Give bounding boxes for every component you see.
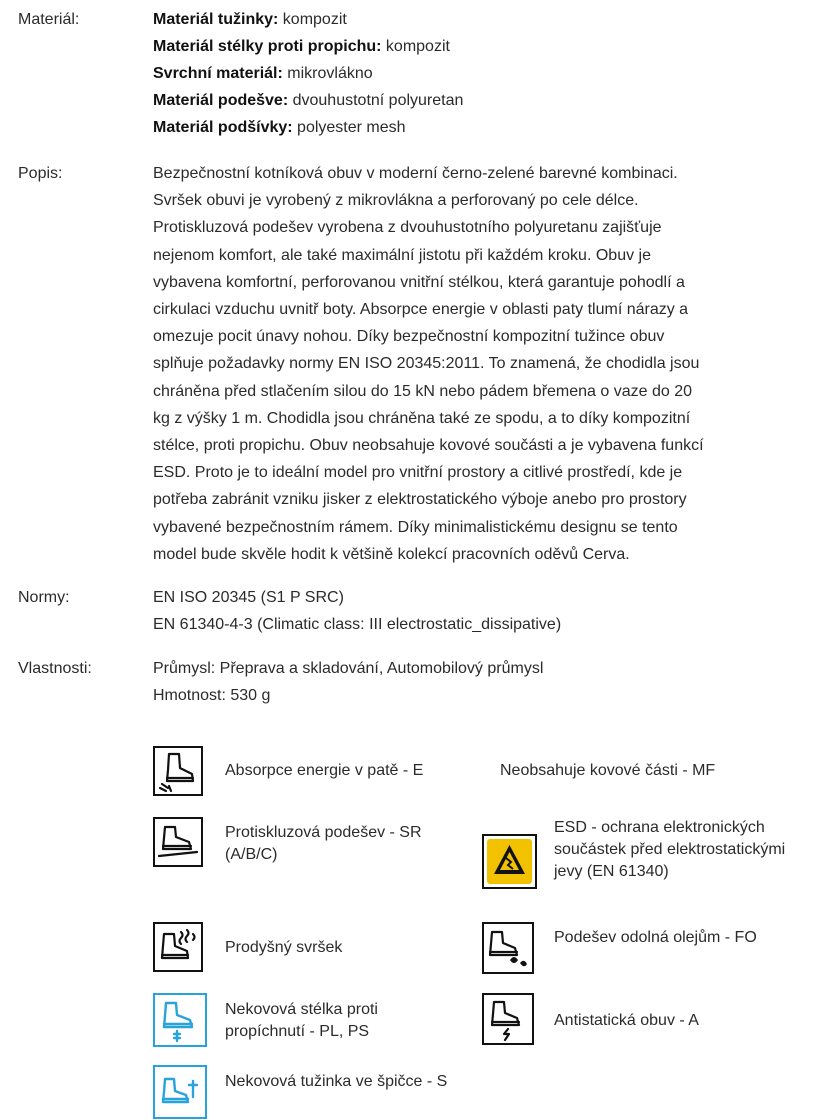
- description-label: Popis:: [18, 165, 63, 182]
- feature-label: Neobsahuje kovové části - MF: [500, 762, 716, 779]
- feature-label: ESD - ochrana elektronických součástek před elektrostatickými jevy (EN 61340): [554, 819, 786, 880]
- description-line: splňuje požadavky normy EN ISO 20345:2011. To znamená, že chodidla jsou: [153, 355, 700, 373]
- properties-values: [153, 655, 773, 709]
- norm-item: EN ISO 20345 (S1 P SRC): [153, 589, 344, 606]
- description-line: cirkulaci vzduchu uvnitř boty. Absorpce energie v oblasti paty tlumí nárazy a: [153, 301, 689, 319]
- norms-values: [153, 584, 773, 638]
- material-label: Materiál:: [18, 11, 80, 28]
- description-line: potřeba zabránit vzniku jisker z elektrostatického výboje anebo pro prostory: [153, 491, 687, 509]
- norm-item: EN 61340-4-3 (Climatic class: III electrostatic_dissipative): [153, 616, 562, 633]
- description-line: Protiskluzová podešev vyrobena z dvouhustotního polyuretanu zajišťuje: [153, 219, 662, 237]
- description-text: [153, 160, 773, 568]
- feature-label: Protiskluzová podešev - SR (A/B/C): [225, 824, 422, 863]
- slip-resistant-sole-icon: [153, 817, 203, 867]
- heel-energy-absorption-icon: [153, 746, 203, 796]
- description-line: chráněna před stlačením silou do 15 kN nebo pádem břemena o vaze do 20: [153, 382, 693, 400]
- description-line: Bezpečnostní kotníková obuv v moderní černo-zelené barevné kombinaci.: [153, 165, 678, 182]
- material-item: Materiál podešve: dvouhustotní polyuretan: [153, 92, 464, 109]
- oil-resistant-sole-icon: [482, 922, 534, 974]
- description-line: stélce, proti propichu. Obuv neobsahuje kovové součásti a je vybavena funkcí: [153, 437, 704, 455]
- description-line: Svršek obuvi je vyrobený z mikrovlákna a perforovaný po cele délce.: [153, 192, 639, 210]
- norms-label: Normy:: [18, 589, 70, 606]
- non-metal-insole-icon: [153, 993, 207, 1047]
- material-item: Materiál tužinky: kompozit: [153, 11, 347, 28]
- breathable-upper-icon: [153, 922, 203, 972]
- material-item: Materiál stélky proti propichu: kompozit: [153, 38, 450, 55]
- non-metal-toecap-icon: [153, 1065, 207, 1119]
- feature-label: Prodyšný svršek: [225, 939, 343, 956]
- material-values: [153, 6, 773, 141]
- feature-label: Absorpce energie v patě - E: [225, 762, 424, 779]
- description-line: nejenom komfort, ale také maximální jistotu při každém kroku. Obuv je: [153, 246, 651, 264]
- feature-label: Podešev odolná olejům - FO: [554, 929, 757, 946]
- description-line: vybavena komfortní, perforovanou vnitřní stélkou, která garantuje pohodlí a: [153, 273, 685, 291]
- antistatic-shoe-icon: [482, 993, 534, 1045]
- description-line: kg z výšky 1 m. Chodidla jsou chráněna také ze spodu, a to díky kompozitní: [153, 409, 691, 427]
- property-item: Průmysl: Přeprava a skladování, Automobilový průmysl: [153, 660, 544, 677]
- description-line: vybavené bezpečnostním rámem. Díky minimalistickému designu se tento: [153, 518, 678, 536]
- description-line: omezuje pocit únavy nohou. Díky bezpečnostní kompozitní tužince obuv: [153, 328, 665, 346]
- material-item: Materiál podšívky: polyester mesh: [153, 119, 406, 136]
- description-line: ESD. Proto je to ideální model pro vnitřní prostory a citlivé prostředí, kde je: [153, 464, 683, 482]
- feature-label: Nekovová tužinka ve špičce - S: [225, 1073, 448, 1090]
- material-item: Svrchní materiál: mikrovlákno: [153, 65, 373, 82]
- properties-label: Vlastnosti:: [18, 660, 92, 677]
- feature-label: Nekovová stélka proti propíchnutí - PL, PS: [225, 1001, 378, 1040]
- description-line: model bude skvěle hodit k většině kolekcí pracovních oděvů Cerva.: [153, 545, 630, 563]
- esd-warning-icon: [482, 834, 537, 889]
- property-item: Hmotnost: 530 g: [153, 687, 271, 704]
- feature-label: Antistatická obuv - A: [554, 1012, 699, 1029]
